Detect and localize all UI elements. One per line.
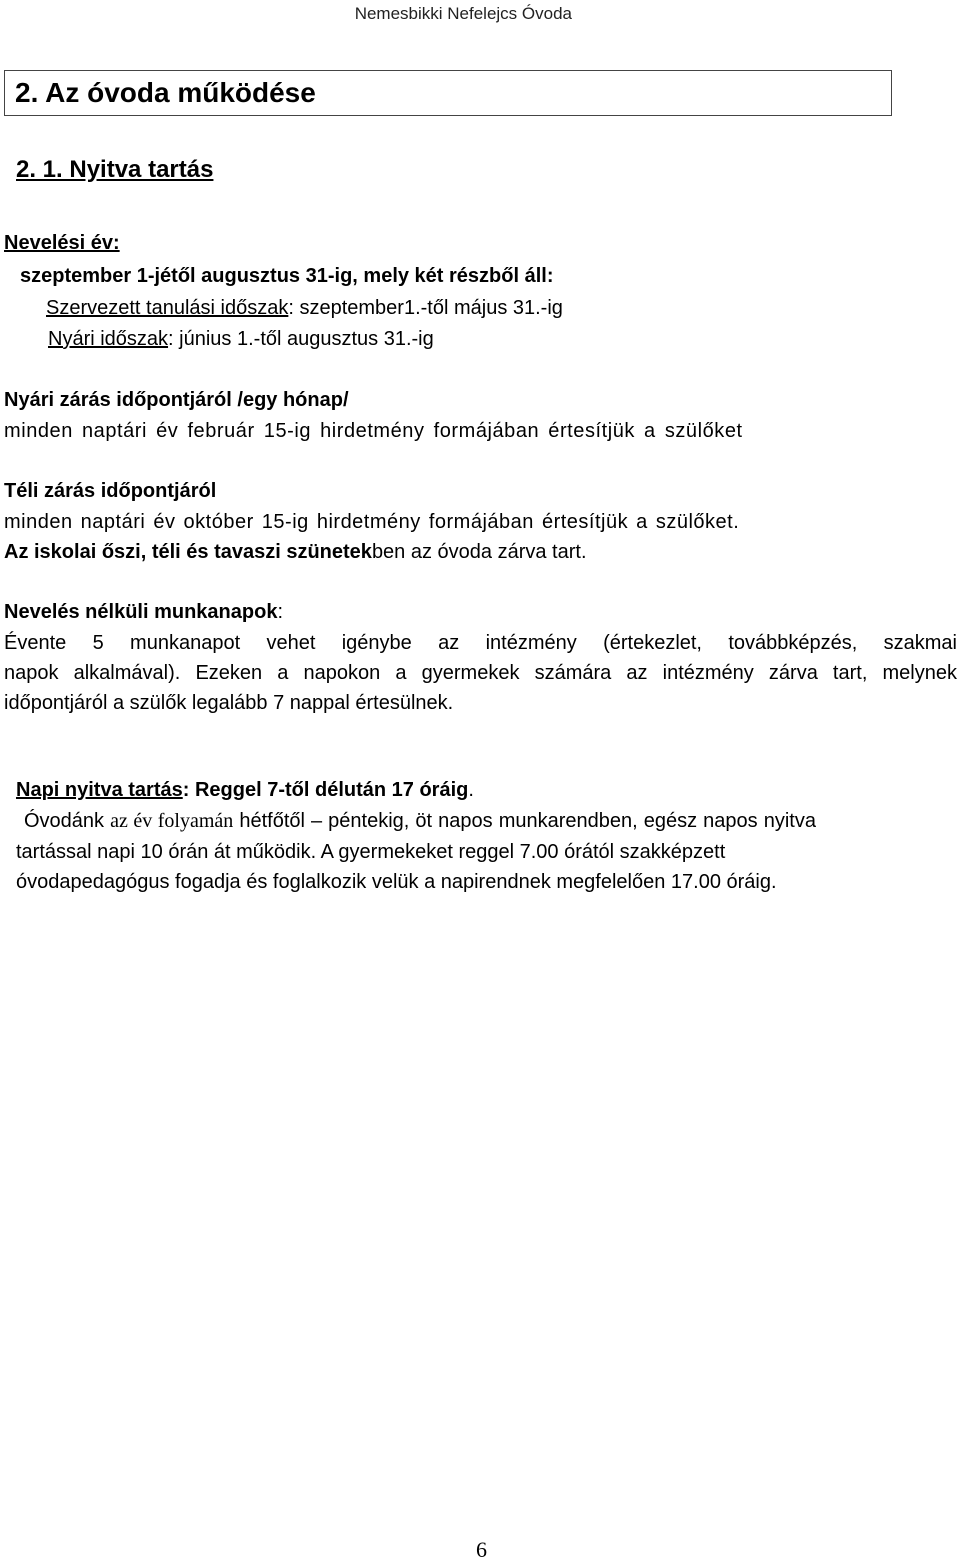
workdays-text-1 xyxy=(4,632,957,655)
workdays-heading-label: Nevelés nélküli munkanapok xyxy=(4,601,278,623)
daily-hours-text-1b: hétfőtől – péntekig, öt napos munkarendben, egész napos nyitva xyxy=(233,810,816,832)
daily-hours-line xyxy=(16,779,474,802)
daily-hours-text-3: óvodapedagógus fogadja és foglalkozik velük a napirendnek megfelelően 17.00 óráig. xyxy=(16,871,777,893)
daily-hours-period: . xyxy=(468,779,474,801)
winter-closure-text: minden naptári év október 15-ig hirdetmény formájában értesítjük a szülőket. xyxy=(4,511,740,533)
daily-hours-text-1a: Óvodánk xyxy=(24,810,111,832)
page-number: 6 xyxy=(476,1537,487,1562)
period-organized-dates: : szeptember1.-től május 31.-ig xyxy=(288,297,563,319)
summer-closure-heading: Nyári zárás időpontjáról /egy hónap/ xyxy=(4,389,349,411)
nevelesi-ev-line: szeptember 1-jétől augusztus 31-ig, mely két részből áll: xyxy=(20,265,554,287)
workdays-heading-colon: : xyxy=(277,601,283,623)
workdays-line-1: Évente 5 munkanapot vehet igénybe az intézmény (értekezlet, továbbképzés, szakmai xyxy=(4,632,957,654)
winter-closure-heading: Téli zárás időpontjáról xyxy=(4,480,217,502)
school-holidays-rest: ben az óvoda zárva tart. xyxy=(371,541,587,563)
daily-hours-label: Napi nyitva tartás xyxy=(16,779,183,801)
period-summer-dates: : június 1.-től augusztus 31.-ig xyxy=(168,328,434,350)
workdays-line-2: napok alkalmával). Ezeken a napokon a gyermekek számára az intézmény zárva tart, melynek xyxy=(4,662,957,684)
period-organized-label: Szervezett tanulási időszak xyxy=(46,297,289,319)
workdays-text-3: időpontjáról a szülők legalább 7 nappal értesülnek. xyxy=(4,692,454,714)
period-summer xyxy=(48,328,434,351)
workdays-text-2 xyxy=(4,662,957,685)
summer-closure-text: minden naptári év február 15-ig hirdetmény formájában értesítjük a szülőket xyxy=(4,420,743,442)
workdays-heading xyxy=(4,601,283,624)
section-title: 2. 1. Nyitva tartás xyxy=(16,156,214,183)
daily-hours-text-1-serif: az év folyamán xyxy=(110,810,234,832)
daily-hours-text-1 xyxy=(24,810,816,833)
chapter-box xyxy=(4,70,892,116)
daily-hours-text-2: tartással napi 10 órán át működik. A gyermekeket reggel 7.00 órától szakképzett xyxy=(16,841,726,863)
nevelesi-ev-label: Nevelési év: xyxy=(4,232,120,254)
school-holidays-bold: Az iskolai őszi, téli és tavaszi szünetek xyxy=(4,541,372,563)
page-header: Nemesbikki Nefelejcs Óvoda xyxy=(354,4,572,23)
school-holidays-text xyxy=(4,541,587,564)
daily-hours-colon: : xyxy=(182,779,190,801)
period-organized xyxy=(46,297,563,320)
daily-hours-value: Reggel 7-től délután 17 óráig xyxy=(189,779,469,801)
period-summer-label: Nyári időszak xyxy=(48,328,169,350)
chapter-title: 2. Az óvoda működése xyxy=(15,77,316,108)
